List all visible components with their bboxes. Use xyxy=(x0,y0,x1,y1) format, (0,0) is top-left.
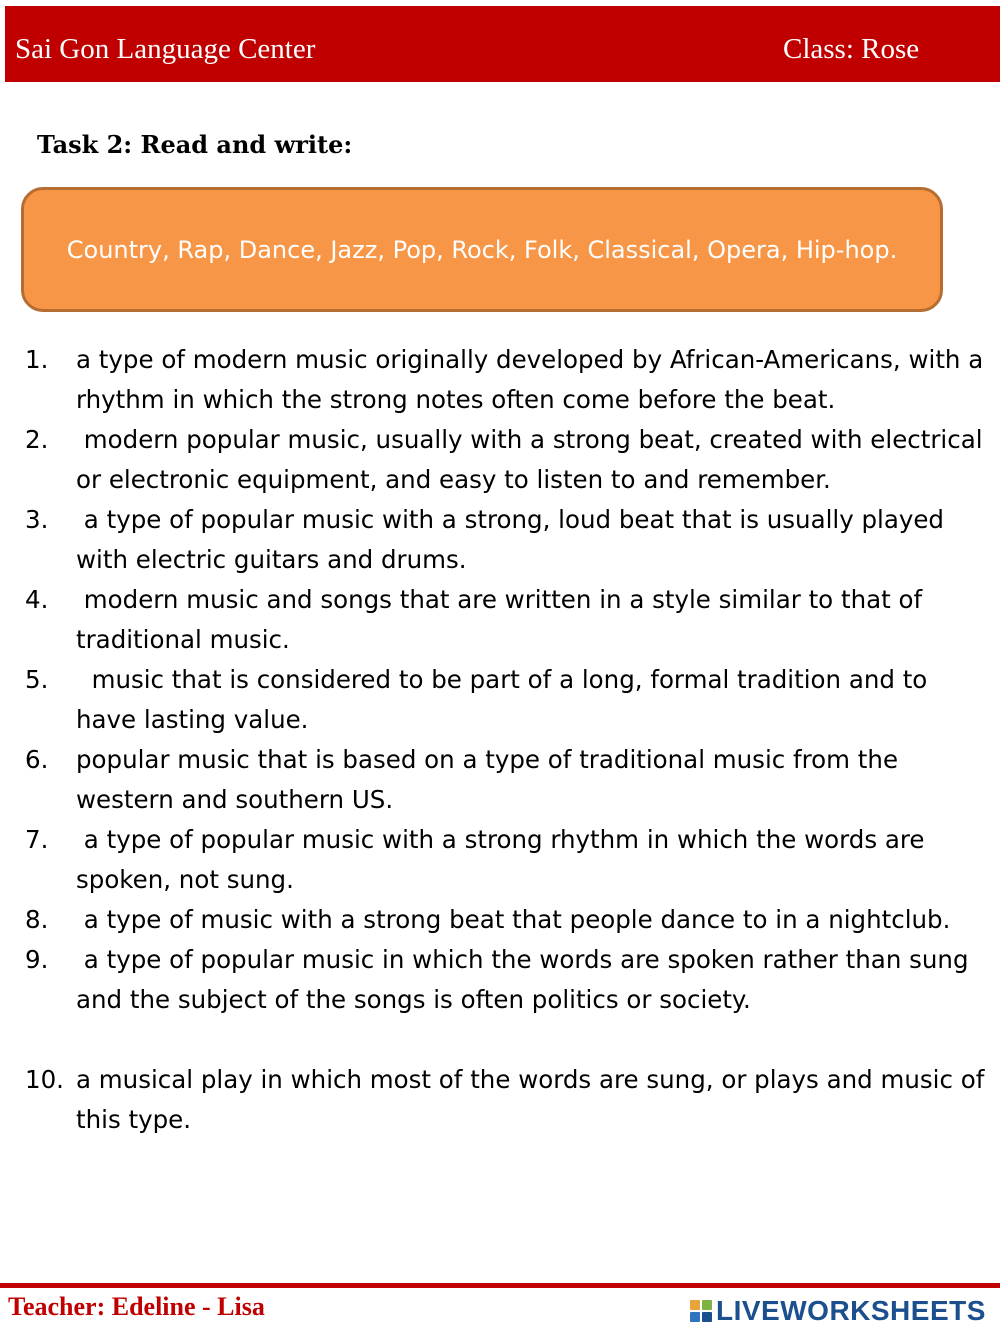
list-item xyxy=(25,820,990,900)
list-item xyxy=(25,500,990,580)
word-bank-box xyxy=(21,187,943,312)
task-list xyxy=(25,340,993,1140)
item-text: popular music that is based on a type of traditional music from the western and southern US. xyxy=(76,745,906,814)
item-text: a musical play in which most of the words are sung, or plays and music of this type. xyxy=(76,1065,993,1134)
item-number: 4. xyxy=(25,585,49,614)
center-name: Sai Gon Language Center xyxy=(15,33,316,65)
list-item xyxy=(25,1060,993,1140)
footer-divider xyxy=(0,1283,1000,1288)
spacer xyxy=(25,1020,990,1060)
teacher-name: Teacher: Edeline - Lisa xyxy=(8,1292,265,1321)
item-number: 3. xyxy=(25,505,49,534)
item-number: 5. xyxy=(25,665,49,694)
list-item xyxy=(25,580,990,660)
item-number: 1. xyxy=(25,345,49,374)
list-item xyxy=(25,900,990,940)
item-number: 9. xyxy=(25,945,49,974)
item-text: a type of popular music in which the words are spoken rather than sung and the subject of the songs is often politics or society. xyxy=(76,945,977,1014)
list-item xyxy=(25,660,990,740)
liveworksheets-logo-icon xyxy=(690,1300,712,1322)
list-item xyxy=(25,740,990,820)
item-text: a type of modern music originally developed by African-Americans, with a rhythm in which the strong notes often come before the beat. xyxy=(76,345,992,414)
item-number: 10. xyxy=(25,1065,64,1094)
liveworksheets-logo[interactable] xyxy=(690,1294,986,1328)
item-text: a type of popular music with a strong, loud beat that is usually played with electric guitars and drums. xyxy=(76,505,952,574)
list-item xyxy=(25,940,990,1020)
item-number: 6. xyxy=(25,745,49,774)
task-title: Task 2: Read and write: xyxy=(37,130,353,159)
logo-text: LIVEWORKSHEETS xyxy=(716,1295,986,1326)
header-bar xyxy=(5,6,1000,82)
list-item xyxy=(25,420,990,500)
word-bank-text: Country, Rap, Dance, Jazz, Pop, Rock, Folk, Classical, Opera, Hip-hop. xyxy=(66,235,898,264)
item-number: 8. xyxy=(25,905,49,934)
class-label: Class: Rose xyxy=(783,33,920,65)
item-text: modern popular music, usually with a strong beat, created with electrical or electronic equipment, and easy to listen to and remember. xyxy=(76,425,991,494)
item-text: a type of music with a strong beat that people dance to in a nightclub. xyxy=(76,905,951,934)
item-text: music that is considered to be part of a long, formal tradition and to have lasting value. xyxy=(76,665,936,734)
item-text: modern music and songs that are written in a style similar to that of traditional music. xyxy=(76,585,930,654)
item-text: a type of popular music with a strong rhythm in which the words are spoken, not sung. xyxy=(76,825,933,894)
item-number: 2. xyxy=(25,425,49,454)
item-number: 7. xyxy=(25,825,49,854)
list-item xyxy=(25,340,990,420)
